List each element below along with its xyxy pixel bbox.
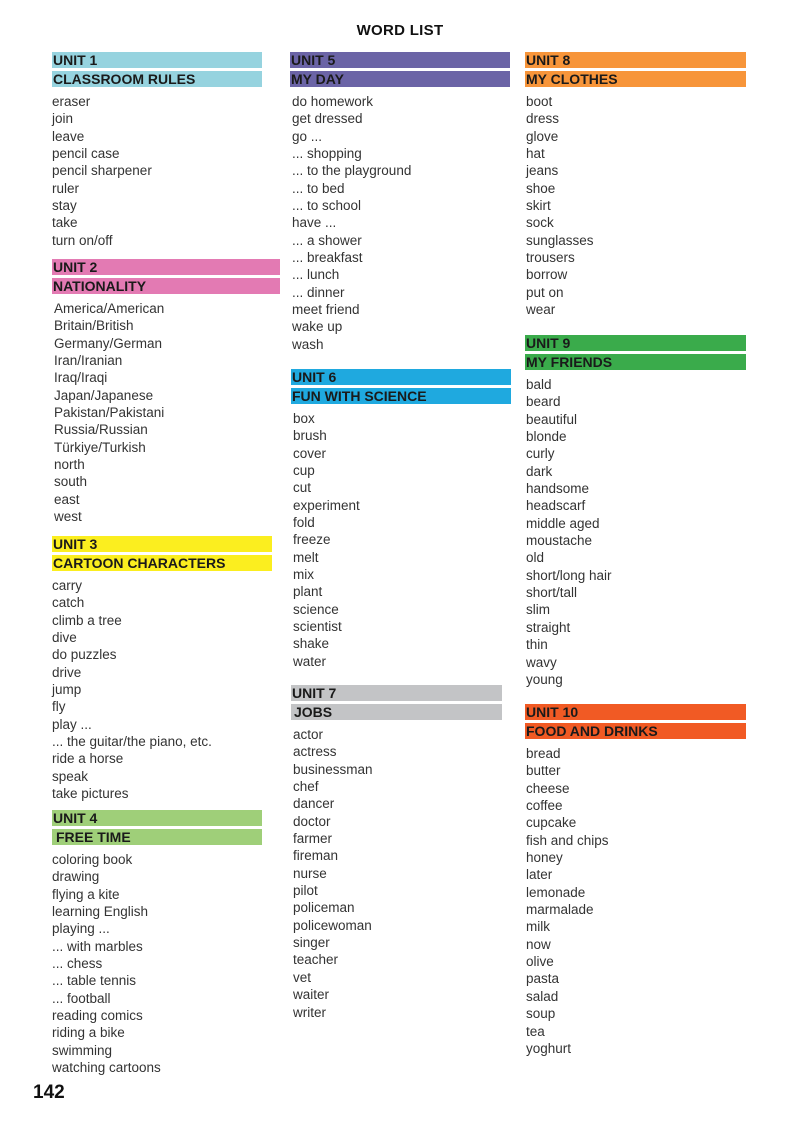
page-number: 142	[33, 1082, 65, 1103]
unit-2-section	[52, 259, 280, 525]
word-item: mix	[293, 567, 314, 583]
word-item: drawing	[52, 869, 100, 885]
word-item: west	[54, 509, 82, 525]
word-item: have ...	[292, 215, 337, 231]
word-item: east	[54, 491, 80, 507]
word-item: blonde	[526, 429, 567, 445]
word-item: get dressed	[292, 111, 363, 127]
unit-1-section	[52, 52, 262, 249]
word-item: Russia/Russian	[54, 422, 148, 438]
word-item: south	[54, 474, 88, 490]
word-item: experiment	[293, 497, 360, 513]
word-item: do homework	[292, 94, 374, 109]
word-item: straight	[526, 619, 571, 635]
unit-number: UNIT 4	[52, 810, 262, 826]
word-item: farmer	[293, 831, 333, 847]
word-item: Britain/British	[54, 318, 134, 334]
unit-4-section	[52, 810, 262, 1076]
word-item: dress	[526, 111, 560, 127]
word-item: flying a kite	[52, 886, 120, 902]
word-item: tea	[526, 1023, 545, 1039]
word-item: join	[52, 111, 74, 127]
word-item: now	[526, 936, 551, 952]
word-item: drive	[52, 664, 82, 680]
word-item: turn on/off	[52, 232, 113, 248]
unit-6-section	[291, 369, 511, 670]
word-item: plant	[293, 584, 323, 600]
word-item: freeze	[293, 532, 331, 548]
unit-title: FREE TIME	[52, 829, 262, 845]
word-item: meet friend	[292, 302, 360, 318]
word-item: shake	[293, 636, 330, 652]
word-list	[52, 300, 280, 525]
word-item: ... breakfast	[292, 250, 363, 266]
word-item: pencil case	[52, 146, 120, 162]
word-item: butter	[526, 763, 561, 779]
word-item: carry	[52, 578, 82, 593]
word-item: put on	[526, 284, 564, 300]
unit-number: UNIT 8	[525, 52, 746, 68]
unit-number: UNIT 7	[291, 685, 502, 701]
word-item: lemonade	[526, 884, 586, 900]
word-item: dancer	[293, 796, 335, 812]
word-item: borrow	[526, 267, 568, 283]
word-item: play ...	[52, 716, 92, 732]
word-list	[525, 93, 746, 318]
word-list	[525, 376, 746, 688]
word-item: learning English	[52, 904, 149, 920]
word-item: playing ...	[52, 921, 110, 937]
word-item: yoghurt	[526, 1040, 572, 1056]
word-item: jump	[52, 682, 82, 698]
unit-10-section	[525, 704, 746, 1057]
word-item: salad	[526, 988, 559, 1004]
word-item: ... chess	[52, 956, 103, 972]
unit-title: FOOD AND DRINKS	[525, 723, 746, 739]
word-item: handsome	[526, 481, 590, 497]
unit-number: UNIT 1	[52, 52, 262, 68]
word-item: go ...	[292, 128, 323, 144]
word-item: wash	[292, 336, 324, 352]
word-item: doctor	[293, 813, 331, 829]
word-item: shoe	[526, 180, 556, 196]
word-item: ride a horse	[52, 751, 124, 767]
word-item: skirt	[526, 198, 551, 214]
word-item: wake up	[292, 319, 343, 335]
word-item: curly	[526, 446, 555, 462]
word-item: later	[526, 867, 553, 883]
unit-number: UNIT 9	[525, 335, 746, 351]
unit-8-section	[525, 52, 746, 318]
word-item: ... shopping	[292, 146, 362, 162]
unit-title: FUN WITH SCIENCE	[291, 388, 511, 404]
word-item: middle aged	[526, 515, 600, 531]
word-item: cupcake	[526, 815, 577, 831]
word-item: pilot	[293, 883, 318, 899]
word-item: coffee	[526, 798, 563, 814]
unit-title: JOBS	[291, 704, 502, 720]
word-item: ... football	[52, 990, 111, 1006]
word-item: honey	[526, 850, 563, 866]
word-item: ... with marbles	[52, 938, 143, 954]
word-item: ... the guitar/the piano, etc.	[52, 734, 212, 750]
word-list	[52, 93, 262, 249]
word-item: Japan/Japanese	[54, 387, 154, 403]
word-item: box	[293, 411, 315, 426]
word-item: Pakistan/Pakistani	[54, 405, 165, 421]
word-item: waiter	[293, 987, 330, 1003]
word-list	[52, 577, 272, 802]
word-item: north	[54, 457, 85, 473]
unit-title: CLASSROOM RULES	[52, 71, 262, 87]
word-item: ... to the playground	[292, 163, 412, 179]
unit-5-section	[290, 52, 510, 353]
word-item: boot	[526, 94, 553, 109]
word-item: old	[526, 550, 545, 566]
word-item: teacher	[293, 952, 339, 968]
word-item: fish and chips	[526, 832, 609, 848]
word-item: young	[526, 671, 563, 687]
word-item: businessman	[293, 761, 373, 777]
word-item: trousers	[526, 250, 575, 266]
unit-title: CARTOON CHARACTERS	[52, 555, 272, 571]
word-item: stay	[52, 198, 77, 214]
word-item: fold	[293, 515, 315, 531]
word-list	[291, 410, 511, 670]
word-item: beard	[526, 394, 561, 410]
word-item: short/tall	[526, 585, 578, 601]
word-item: speak	[52, 768, 89, 784]
word-item: ... to bed	[292, 180, 345, 196]
word-item: writer	[293, 1004, 326, 1020]
word-item: riding a bike	[52, 1025, 125, 1041]
word-item: headscarf	[526, 498, 586, 514]
word-item: leave	[52, 128, 85, 144]
word-item: America/American	[54, 301, 165, 316]
word-item: do puzzles	[52, 647, 117, 663]
word-item: milk	[526, 919, 550, 935]
word-item: Türkiye/Turkish	[54, 439, 146, 455]
word-item: cheese	[526, 780, 570, 796]
unit-title: MY DAY	[290, 71, 510, 87]
word-item: wavy	[526, 654, 557, 670]
word-item: singer	[293, 935, 330, 951]
word-list	[525, 745, 746, 1057]
word-item: scientist	[293, 619, 342, 635]
word-item: Iran/Iranian	[54, 353, 123, 369]
word-item: ... a shower	[292, 232, 362, 248]
word-item: coloring book	[52, 852, 133, 867]
page-title: WORD LIST	[356, 22, 444, 39]
word-item: beautiful	[526, 411, 578, 427]
word-item: cover	[293, 445, 327, 461]
unit-number: UNIT 2	[52, 259, 280, 275]
unit-number: UNIT 3	[52, 536, 272, 552]
word-item: hat	[526, 146, 545, 162]
word-item: cut	[293, 480, 312, 496]
word-item: watching cartoons	[52, 1060, 161, 1076]
word-item: Germany/German	[54, 335, 163, 351]
unit-3-section	[52, 536, 272, 802]
word-item: thin	[526, 637, 548, 653]
word-item: take pictures	[52, 786, 129, 802]
word-item: nurse	[293, 865, 327, 881]
word-item: pencil sharpener	[52, 163, 152, 179]
word-item: dark	[526, 463, 553, 479]
word-item: short/long hair	[526, 567, 612, 583]
word-list	[52, 851, 262, 1076]
word-item: dive	[52, 630, 77, 646]
word-item: melt	[293, 549, 319, 565]
word-item: bread	[526, 746, 561, 761]
word-item: ... dinner	[292, 284, 345, 300]
word-item: take	[52, 215, 78, 231]
word-item: fireman	[293, 848, 339, 864]
word-item: chef	[293, 779, 319, 795]
unit-title: MY FRIENDS	[525, 354, 746, 370]
word-item: vet	[293, 969, 312, 985]
word-item: jeans	[526, 163, 559, 179]
word-item: soup	[526, 1006, 556, 1022]
word-list	[291, 726, 502, 1021]
word-item: slim	[526, 602, 550, 618]
word-item: sunglasses	[526, 232, 594, 248]
word-item: policeman	[293, 900, 355, 916]
word-item: water	[293, 653, 327, 669]
word-item: actress	[293, 744, 337, 760]
word-item: science	[293, 601, 339, 617]
word-item: ... to school	[292, 198, 362, 214]
unit-9-section	[525, 335, 746, 688]
word-item: policewoman	[293, 917, 372, 933]
word-item: marmalade	[526, 902, 594, 918]
word-item: eraser	[52, 94, 91, 109]
word-item: catch	[52, 595, 85, 611]
unit-number: UNIT 5	[290, 52, 510, 68]
unit-number: UNIT 10	[525, 704, 746, 720]
word-item: fly	[52, 699, 66, 715]
word-item: bald	[526, 377, 552, 392]
word-item: brush	[293, 428, 327, 444]
word-item: moustache	[526, 533, 593, 549]
unit-title: MY CLOTHES	[525, 71, 746, 87]
unit-7-section	[291, 685, 502, 1021]
word-item: reading comics	[52, 1008, 143, 1024]
word-item: swimming	[52, 1042, 113, 1058]
unit-title: NATIONALITY	[52, 278, 280, 294]
unit-number: UNIT 6	[291, 369, 511, 385]
word-item: ... table tennis	[52, 973, 137, 989]
word-item: Iraq/Iraqi	[54, 370, 108, 386]
word-item: actor	[293, 727, 324, 742]
word-item: olive	[526, 954, 554, 970]
word-item: climb a tree	[52, 612, 122, 628]
word-list	[290, 93, 510, 353]
word-item: ... lunch	[292, 267, 340, 283]
word-item: pasta	[526, 971, 560, 987]
word-item: sock	[526, 215, 554, 231]
word-item: wear	[526, 302, 556, 318]
word-item: glove	[526, 128, 559, 144]
word-item: cup	[293, 463, 315, 479]
word-item: ruler	[52, 180, 80, 196]
